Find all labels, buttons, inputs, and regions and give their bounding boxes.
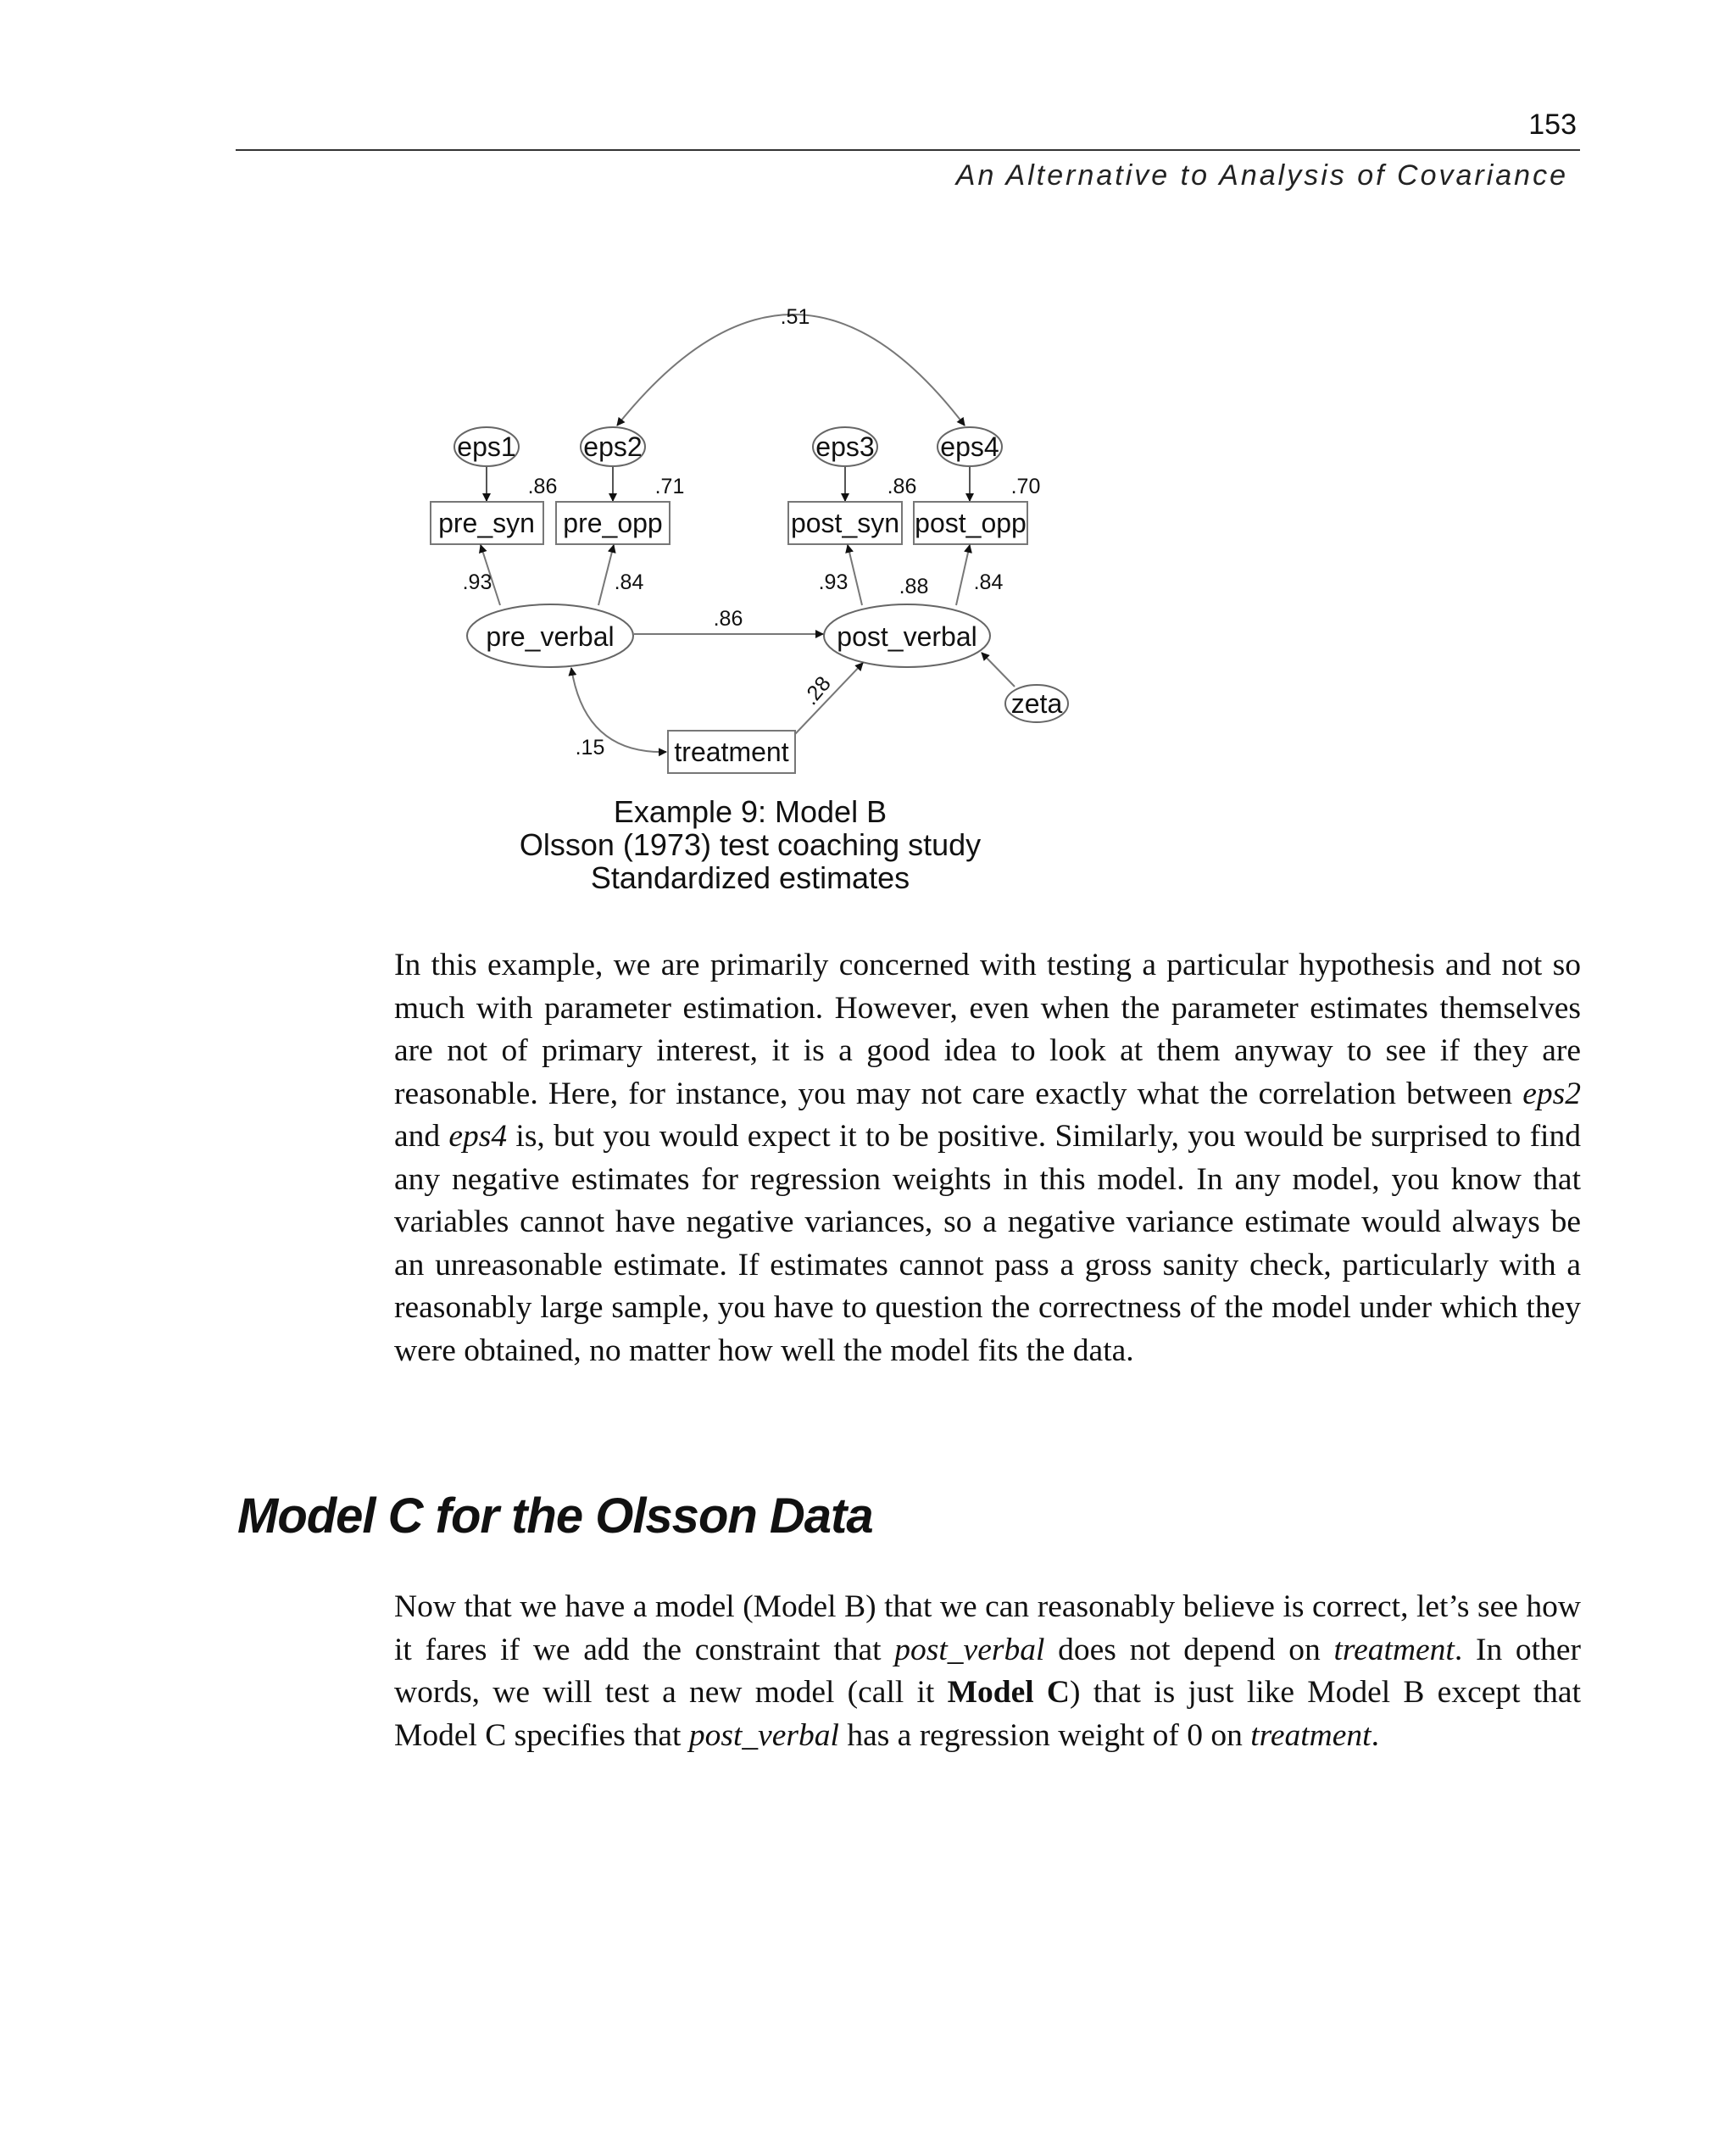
text-run: has a regression weight of 0 on: [838, 1717, 1251, 1753]
caption-line-2: Olsson (1973) test coaching study: [519, 827, 982, 862]
treatment-label: treatment: [674, 737, 789, 767]
coef-pre-verbal-pre-syn: .93: [462, 570, 492, 594]
arrow-zeta-post-verbal: [982, 653, 1015, 687]
coef-pre-syn-r2: .86: [527, 475, 558, 498]
caption-line-1: Example 9: Model B: [613, 794, 887, 829]
correlation-arc-eps2-eps4: [617, 314, 965, 426]
text-run: ) that is just like Model B except that Model C specifies that: [394, 1675, 1581, 1753]
variable-post-verbal: post_verbal: [688, 1717, 839, 1753]
coef-post-syn-r2: .86: [887, 475, 917, 498]
pre-syn-label: pre_syn: [438, 508, 535, 538]
text-run: and: [394, 1119, 449, 1154]
pre-opp-label: pre_opp: [563, 508, 663, 538]
coef-post-opp-r2: .70: [1010, 475, 1041, 498]
coef-treatment-post-verbal: .28: [798, 671, 836, 710]
variable-treatment: treatment: [1250, 1717, 1372, 1753]
variable-eps2: eps2: [1522, 1076, 1581, 1111]
variable-eps4: eps4: [448, 1119, 508, 1154]
post-syn-label: post_syn: [790, 508, 900, 538]
coef-pre-verbal-pre-opp: .84: [614, 570, 644, 594]
text-run: .: [1371, 1717, 1379, 1753]
variable-post-verbal: post_verbal: [894, 1632, 1045, 1667]
coef-post-verbal-post-syn: .93: [818, 570, 849, 594]
page-number: 153: [1528, 108, 1577, 141]
model-c-term: Model C: [947, 1675, 1070, 1710]
coef-eps2-eps4: .51: [780, 305, 810, 329]
zeta-label: zeta: [1010, 688, 1063, 719]
coef-pre-opp-r2: .71: [654, 475, 685, 498]
pre-verbal-label: pre_verbal: [486, 621, 615, 652]
paragraph-2: [394, 1586, 1581, 1757]
text-run: Now that we have a model (Model B) that we can reasonably believe is correct, let’s see how it fares if we add the constraint that: [394, 1589, 1581, 1667]
arrow-pre-verbal-pre-opp: [598, 545, 614, 605]
arrow-post-verbal-post-syn: [848, 545, 862, 605]
diagram-caption: [475, 795, 1026, 894]
variable-treatment: treatment: [1333, 1632, 1455, 1667]
coef-post-verbal-post-opp: .84: [973, 570, 1004, 594]
eps1-label: eps1: [457, 431, 516, 462]
eps3-label: eps3: [815, 431, 875, 462]
arrow-post-verbal-post-opp: [956, 545, 970, 605]
eps2-label: eps2: [583, 431, 643, 462]
paragraph-1: [394, 944, 1581, 1372]
coef-pre-verbal-post-verbal: .86: [713, 607, 743, 631]
text-run: In this example, we are primarily concerned with testing a particular hypothesis and not so much with parameter estimation. However, even when the parameter estimates themselves are not of primary interest, it is a good idea to look at them anyway to see if they are reasonable. Here, for instance, you may not care exactly what the correlation between: [394, 948, 1581, 1111]
running-head: An Alternative to Analysis of Covariance: [955, 159, 1568, 192]
text-run: . In other words, we will test a new model (call it: [394, 1632, 1581, 1710]
caption-line-3: Standardized estimates: [590, 860, 910, 895]
section-heading: Model C for the Olsson Data: [237, 1488, 873, 1544]
post-verbal-label: post_verbal: [837, 621, 977, 652]
post-opp-label: post_opp: [915, 508, 1027, 538]
eps4-label: eps4: [940, 431, 999, 462]
coef-post-verbal-r2: .88: [899, 575, 929, 598]
coef-pre-verbal-treatment: .15: [575, 736, 605, 759]
text-run: does not depend on: [1044, 1632, 1334, 1667]
path-diagram: [0, 0, 1736, 932]
text-run: is, but you would expect it to be positive. Similarly, you would be surprised to find any negative estimates for regression weights in this model. In any model, you know that variables cannot have negative variances, so a negative variance estimate would always be an unreasonable estimate. If estimates cannot pass a gross sanity check, particularly with a reasonably large sample, you have to question the correctness of the model under which they were obtained, no matter how well the model fits the data.: [394, 1119, 1581, 1368]
